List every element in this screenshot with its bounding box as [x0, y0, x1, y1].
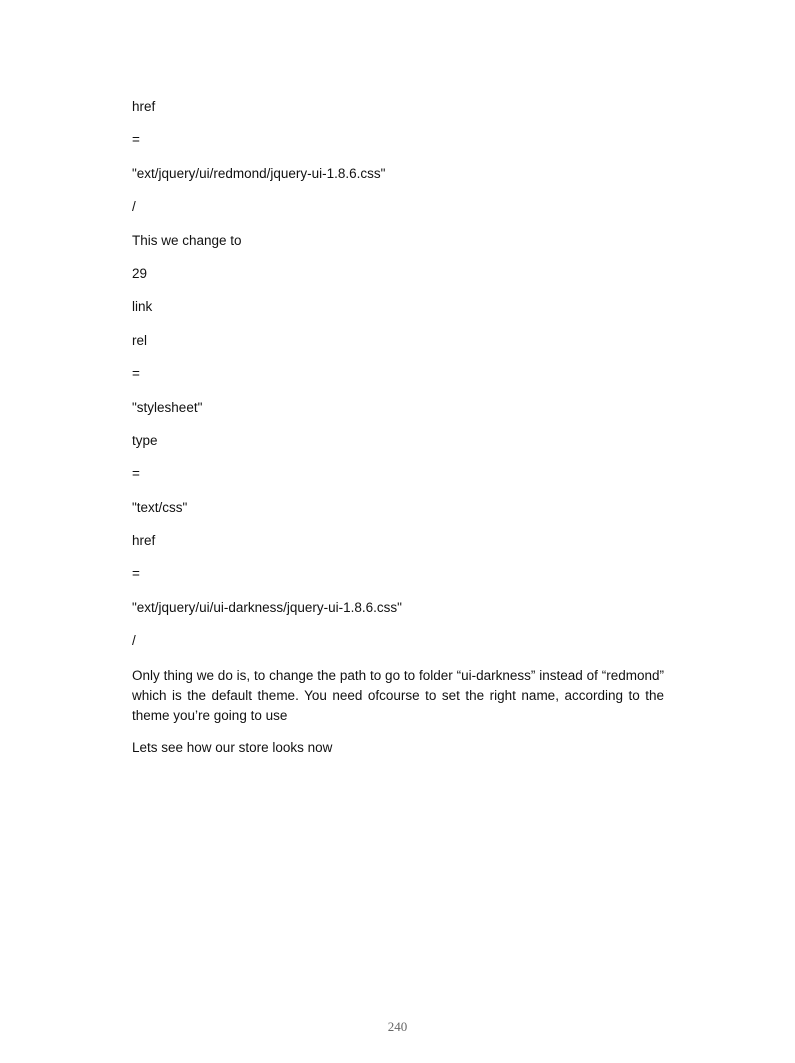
page-content — [132, 98, 664, 770]
text-line-change-intro: This we change to — [132, 232, 242, 248]
code-line-type: type — [132, 432, 158, 448]
code-line-stylesheet: "stylesheet" — [132, 399, 203, 415]
code-line-slash: / — [132, 633, 136, 649]
code-line-ui-darkness-path: "ext/jquery/ui/ui-darkness/jquery-ui-1.8.6.css" — [132, 599, 402, 615]
code-line-number: 29 — [132, 265, 148, 281]
code-line-equals: = — [132, 466, 140, 482]
code-line-text-css: "text/css" — [132, 499, 188, 515]
closing-sentence: Lets see how our store looks now — [132, 739, 333, 755]
code-line-redmond-path: "ext/jquery/ui/redmond/jquery-ui-1.8.6.css" — [132, 165, 386, 181]
code-line-equals: = — [132, 132, 140, 148]
code-line-href: href — [132, 99, 156, 114]
code-line-equals: = — [132, 366, 140, 382]
explanation-paragraph: Only thing we do is, to change the path to go to folder “ui-darkness” instead of “redmond” which is the default theme. You need ofcourse to set the right name, according to the theme you’re going to use — [132, 667, 664, 723]
page-number: 240 — [387, 1019, 408, 1034]
code-line-slash: / — [132, 199, 136, 215]
code-line-equals: = — [132, 566, 140, 582]
code-line-href: href — [132, 533, 156, 549]
code-line-rel: rel — [132, 332, 148, 348]
code-line-link: link — [132, 299, 153, 315]
